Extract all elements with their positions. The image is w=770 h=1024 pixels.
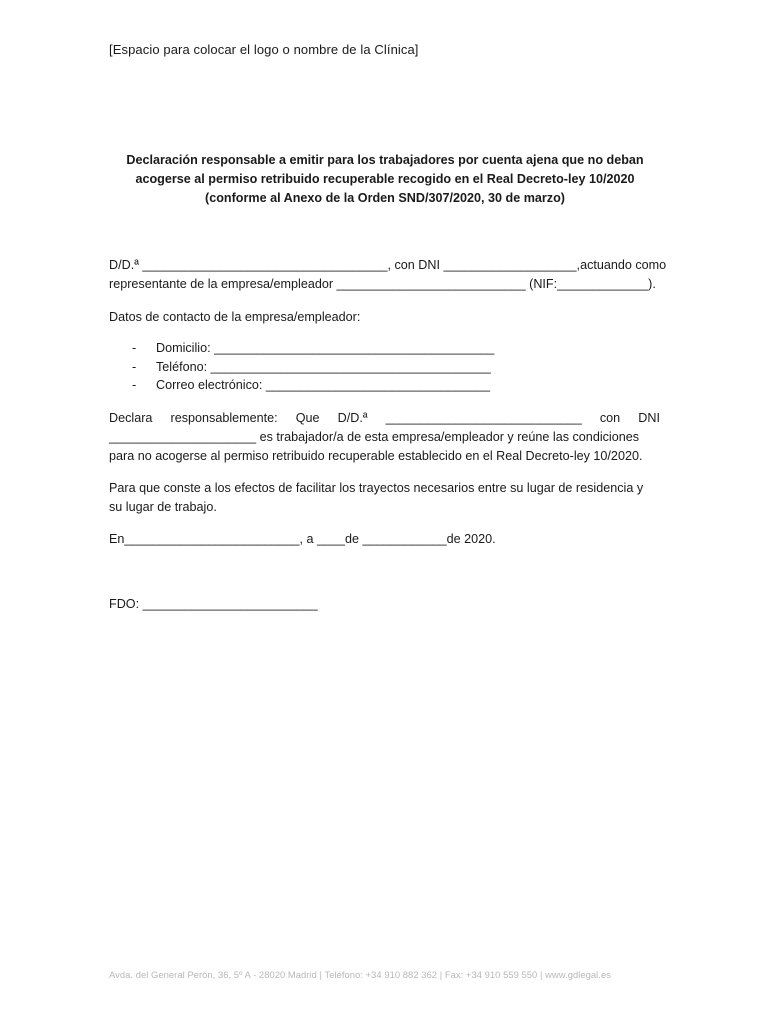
declaration-paragraph	[109, 409, 660, 466]
declaration-word: D/D.ª	[337, 411, 368, 425]
page-footer: Avda. del General Perón, 36, 5º A - 28020 Madrid | Teléfono: +34 910 882 362 | Fax: +34 910 559 550 | www.gdlegal.es	[109, 969, 611, 980]
logo-placeholder: [Espacio para colocar el logo o nombre de la Clínica]	[109, 42, 419, 57]
declaration-word: ____________________________	[385, 411, 582, 425]
declaration-word: Que	[295, 411, 320, 425]
intro-line-1-end: actuando como	[580, 258, 667, 272]
declaration-line-2: _____________________ es trabajador/a de esta empresa/empleador y reúne las condiciones	[109, 430, 640, 444]
list-item	[109, 339, 494, 358]
place-date-line: En_________________________, a ____de ____________de 2020.	[109, 532, 496, 546]
declaration-line-1	[109, 409, 660, 428]
list-bullet: -	[132, 341, 137, 355]
list-item	[109, 358, 494, 377]
list-item	[109, 376, 494, 395]
intro-paragraph	[109, 256, 667, 294]
declaration-word: con	[599, 411, 621, 425]
list-bullet: -	[132, 378, 137, 392]
intro-line-1: D/D.ª ___________________________________, con DNI ___________________,	[109, 258, 581, 272]
contact-email-field: Correo electrónico: ________________________________	[156, 378, 491, 392]
title-line-2: acogerse al permiso retribuido recuperable recogido en el Real Decreto-ley 10/2020	[135, 172, 635, 186]
title-line-3: (conforme al Anexo de la Orden SND/307/2020, 30 de marzo)	[205, 191, 565, 205]
declaration-line-3: para no acogerse al permiso retribuido recuperable establecido en el Real Decreto-ley 10/2020.	[109, 449, 643, 463]
intro-line-2: representante de la empresa/empleador ___________________________ (NIF:_____________).	[109, 277, 656, 291]
declaration-word: Declara	[109, 411, 153, 425]
purpose-paragraph	[109, 479, 660, 517]
declaration-word: DNI	[638, 411, 660, 425]
contact-heading: Datos de contacto de la empresa/empleador:	[109, 310, 361, 324]
contact-address-field: Domicilio: ________________________________________	[156, 341, 495, 355]
document-title	[90, 151, 680, 208]
contact-list	[109, 339, 494, 395]
contact-phone-field: Teléfono: ________________________________________	[156, 359, 491, 374]
title-line-1: Declaración responsable a emitir para los trabajadores por cuenta ajena que no deban	[126, 153, 644, 167]
purpose-line-2: su lugar de trabajo.	[109, 500, 217, 514]
list-bullet: -	[132, 359, 137, 374]
signature-line: FDO: _________________________	[109, 597, 318, 611]
declaration-word: responsablemente:	[170, 411, 278, 425]
purpose-line-1: Para que conste a los efectos de facilitar los trayectos necesarios entre su lugar de residencia y	[109, 481, 644, 495]
